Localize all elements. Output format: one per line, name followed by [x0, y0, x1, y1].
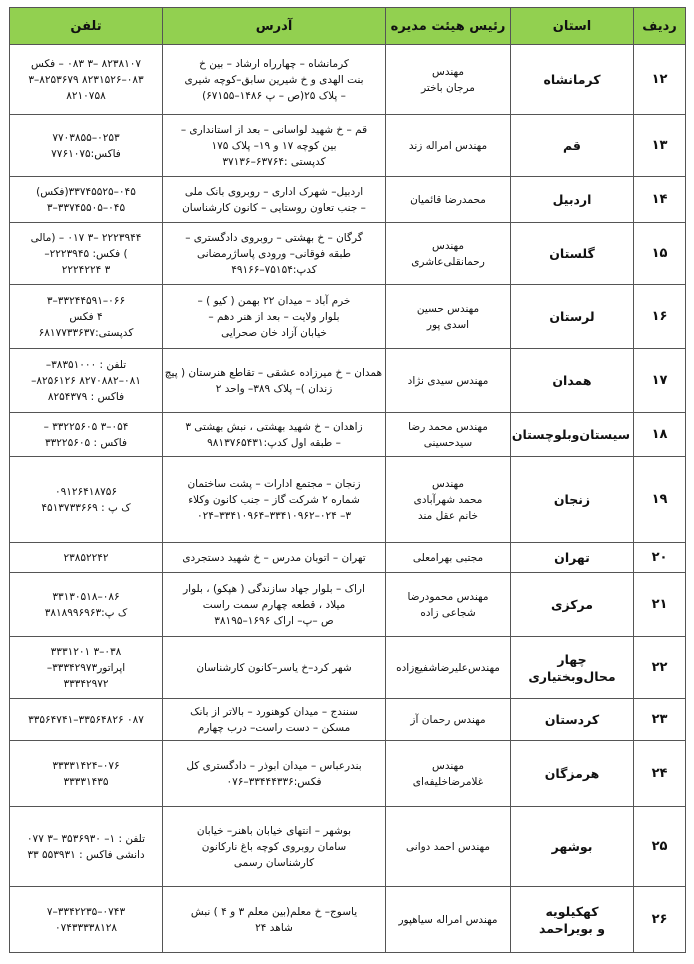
table-row: [10, 349, 686, 413]
address-cell: [163, 573, 386, 637]
address-cell-line: تهران – اتوبان مدرس – خ شهید دستجردی: [182, 551, 366, 564]
province-cell-line: سیستان‌وبلوچستان: [511, 427, 630, 442]
province-cell-line: اردبیل: [552, 192, 592, 207]
address-cell: [163, 741, 386, 807]
address-cell-line: بنت الهدی و خ شیرین سابق–کوچه شیری: [184, 73, 364, 86]
table-row: [10, 807, 686, 887]
board-head-cell-line: مهندس: [432, 477, 464, 490]
address-cell-line: شماره ۲ شرکت گاز – جنب کانون وکلاء: [188, 493, 360, 506]
board-head-cell-line: مهندس: [432, 759, 464, 772]
table-row: [10, 457, 686, 543]
province-cell: [511, 457, 634, 543]
phone-cell: [10, 637, 163, 699]
table-row: [10, 543, 686, 573]
phone-cell: [10, 887, 163, 953]
province-cell-line: کرمانشاه: [543, 72, 601, 87]
province-cell-line: چهار: [557, 651, 587, 667]
address-cell-line: بوشهر – انتهای خیابان باهنر– خیابان: [196, 824, 352, 837]
address-cell: [163, 285, 386, 349]
province-cell: [511, 573, 634, 637]
header-row: [10, 8, 686, 45]
address-cell-line: یاسوج– خ معلم(بین معلم ۳ و ۴ ) نبش: [190, 905, 358, 918]
row-number-cell: ۲۳: [634, 699, 686, 741]
phone-cell-line: ۰۸۷ ۳۳۵۶۴۸۲۶–۳۳۵۶۴۷۴۱: [28, 713, 144, 726]
phone-cell: [10, 699, 163, 741]
province-cell-line: بوشهر: [551, 839, 593, 854]
board-head-cell-line: رحمانقلی‌عاشری: [411, 255, 485, 268]
province-cell: [511, 349, 634, 413]
phone-cell: [10, 807, 163, 887]
address-cell-line: کرمانشاه – چهارراه ارشاد – بین خ: [199, 57, 349, 70]
phone-cell: [10, 115, 163, 177]
board-head-cell: [386, 413, 511, 457]
board-head-cell: [386, 115, 511, 177]
board-head-cell: [386, 807, 511, 887]
table-body: [10, 45, 686, 953]
row-number-cell: ۱۶: [634, 285, 686, 349]
header-phone: تلفن: [10, 8, 163, 45]
province-cell: [511, 413, 634, 457]
address-cell: [163, 223, 386, 285]
address-cell-line: اردبیل– شهرک اداری – روبروی بانک ملی: [184, 185, 364, 198]
address-cell-line: خرم آباد – میدان ۲۲ بهمن ( کیو ) –: [197, 294, 351, 307]
board-head-cell: [386, 699, 511, 741]
phone-cell-line: ۰۴۵–۳۳۷۴۵۵۲۵(فکس): [36, 185, 136, 198]
province-cell-line: لرستان: [549, 309, 595, 324]
address-cell-line: زنجان – مجتمع ادارات – پشت ساختمان: [187, 477, 361, 490]
phone-cell-line: ۰۸۳–۸۲۳۱۵۲۶ ۸۲۵۳۶۷۹–۳: [28, 73, 144, 86]
table-row: [10, 887, 686, 953]
phone-cell-line: تلفن : ۳۸۳۵۱۰۰۰–: [45, 358, 127, 371]
board-head-cell: [386, 543, 511, 573]
board-head-cell: [386, 573, 511, 637]
phone-cell: [10, 223, 163, 285]
address-cell-line: کارشناسان رسمی: [233, 856, 315, 869]
board-head-cell-line: مهندس حسین: [416, 302, 480, 315]
phone-cell: [10, 543, 163, 573]
board-head-cell-line: سیدحسینی: [423, 436, 473, 449]
phone-cell-line: ) فکس: ۲۲۲۳۹۴۵–: [44, 247, 128, 260]
phone-cell-line: ۰۵۴–۳ ۳۳۲۲۵۶۰۵ –: [43, 420, 129, 433]
address-cell-line: طبقه فوقانی– ورودی پاساژرمضانی: [196, 247, 352, 260]
board-head-cell-line: مهندس: [432, 239, 464, 252]
address-cell-line: بندرعباس – میدان ابوذر – دادگستری کل: [186, 759, 362, 772]
province-cell-line: مرکزی: [550, 597, 594, 612]
phone-cell-line: ۰۸۶–۳۳۱۳۰۵۱۸: [52, 590, 120, 603]
board-head-cell-line: مهندس رحمان آز: [410, 713, 486, 726]
phone-cell-line: فاکس : ۳۳۲۲۵۶۰۵: [45, 436, 127, 449]
province-cell-line: قم: [563, 138, 581, 153]
address-cell-line: ص –پ– اراک ۱۶۹۶–۳۸۱۹۵: [214, 614, 334, 627]
address-cell-line: قم – خ شهید لواسانی – بعد از استانداری –: [180, 123, 368, 136]
phone-cell-line: ۸۲۱۰۷۵۸: [66, 89, 106, 102]
phone-cell: [10, 741, 163, 807]
phone-cell-line: ۰۶۶–۳۳۲۴۴۵۹۱–۳: [46, 294, 126, 307]
board-head-cell-line: مهندس احمد دوانی: [406, 840, 490, 853]
board-head-cell: [386, 457, 511, 543]
address-cell-line: فکس:۳۳۴۴۴۳۳۶–۰۷۶: [226, 775, 322, 788]
phone-cell-line: تلفن : ۱– ۳۵۳۶۹۳۰ –۳ ۰۷۷: [26, 832, 146, 845]
phone-cell-line: ۰۷۶–۳۳۳۳۱۴۲۴: [52, 759, 120, 772]
table-row: [10, 285, 686, 349]
address-cell-line: اراک – بلوار جهاد سازندگی ( هپکو) ، بلوار: [183, 582, 365, 595]
table-row: [10, 177, 686, 223]
phone-cell-line: ۳۳۳۳۱۴۳۵: [63, 775, 109, 788]
board-head-cell-line: مهندس محمد رضا: [408, 420, 488, 433]
row-number-cell: ۲۵: [634, 807, 686, 887]
address-cell-line: شهر کرد–خ یاسر–کانون کارشناسان: [196, 661, 352, 674]
board-head-cell: [386, 887, 511, 953]
phone-cell-line: ۸۲۳۸۱۰۷ –۳ ۰۸۳ – فکس: [30, 57, 142, 70]
province-cell: [511, 543, 634, 573]
board-head-cell-line: مهندس: [432, 65, 464, 78]
row-number-cell: ۱۴: [634, 177, 686, 223]
board-head-cell: [386, 45, 511, 115]
phone-cell-line: ک پ:۳۸۱۸۹۹۶۹۶۳: [44, 606, 128, 619]
row-number-cell: ۲۴: [634, 741, 686, 807]
province-cell: [511, 807, 634, 887]
phone-cell: [10, 349, 163, 413]
phone-cell-line: ۴ فکس: [69, 310, 103, 323]
board-head-cell-line: محمدرضا قائمیان: [410, 193, 486, 206]
phone-cell-line: کدپستی:۶۸۱۷۷۳۳۶۳۷: [38, 326, 134, 339]
province-cell-line: محال‌وبختیاری: [528, 668, 616, 684]
row-number-cell: ۲۶: [634, 887, 686, 953]
phone-cell-line: ۰۷۴۳–۳۳۴۲۲۳۵–۷: [46, 905, 126, 918]
board-head-cell-line: خانم عقل مند: [417, 509, 479, 522]
phone-cell-line: ۳ ۲۲۲۴۲۲۴: [61, 263, 111, 276]
province-cell: [511, 177, 634, 223]
province-cell-line: همدان: [552, 373, 592, 388]
phone-cell-line: ۲۳۸۵۲۲۴۲: [63, 551, 109, 564]
address-cell-line: بلوار ولایت – بعد از هنر دهم –: [208, 310, 340, 323]
board-head-cell-line: محمد شهرآبادی: [413, 493, 483, 506]
province-cell-line: هرمزگان: [544, 766, 600, 781]
board-head-cell-line: مهندس‌علیرضاشفیع‌زاده: [396, 661, 500, 674]
address-cell-line: کدپستی :۶۳۷۶۴–۳۷۱۳۶: [222, 155, 326, 168]
table-row: [10, 573, 686, 637]
address-cell: [163, 45, 386, 115]
table-row: [10, 741, 686, 807]
row-number-cell: ۱۵: [634, 223, 686, 285]
row-number-cell: ۲۲: [634, 637, 686, 699]
address-cell: [163, 807, 386, 887]
province-cell-line: کردستان: [544, 712, 600, 727]
row-number-cell: ۱۲: [634, 45, 686, 115]
phone-cell-line: ۰۹۱۲۶۴۱۸۷۵۶: [54, 485, 118, 498]
province-cell: [511, 741, 634, 807]
province-cell: [511, 115, 634, 177]
phone-cell-line: فاکس:۷۷۶۱۰۷۵: [51, 147, 121, 160]
province-cell: [511, 223, 634, 285]
header-address: آدرس: [163, 8, 386, 45]
address-cell-line: سامان روبروی کوچه باغ نارکانون: [201, 840, 347, 853]
table-row: [10, 637, 686, 699]
address-cell-line: گرگان – خ بهشتی – روبروی دادگستری –: [185, 231, 363, 244]
address-cell-line: شاهد ۲۴: [255, 921, 293, 934]
province-cell-line: زنجان: [553, 492, 591, 507]
row-number-cell: ۲۰: [634, 543, 686, 573]
row-number-cell: ۱۹: [634, 457, 686, 543]
address-cell: [163, 887, 386, 953]
board-head-cell-line: مهندس امراله زند: [408, 139, 488, 152]
phone-cell-line: ۲۲۲۳۹۴۴ –۳ ۰۱۷ – (مالی: [30, 231, 142, 244]
province-cell: [511, 285, 634, 349]
table-row: [10, 45, 686, 115]
phone-cell-line: ۰۷۴۳۳۳۳۸۱۲۸: [54, 921, 118, 934]
board-head-cell: [386, 741, 511, 807]
table-row: [10, 223, 686, 285]
board-head-cell: [386, 637, 511, 699]
address-cell: [163, 457, 386, 543]
board-head-cell-line: غلامرضاخلیفه‌ای: [412, 775, 484, 788]
phone-cell: [10, 573, 163, 637]
board-head-cell-line: مهندس امراله سیاهپور: [398, 913, 498, 926]
phone-cell-line: دانشی فاکس : ۵۵۳۹۳۱ ۳۳: [27, 848, 145, 861]
board-head-cell-line: مرجان باختر: [421, 81, 475, 94]
phone-cell: [10, 177, 163, 223]
address-cell-line: میلاد ، قطعه چهارم سمت راست: [202, 598, 346, 611]
address-cell-line: خیابان آزاد خان صحرایی: [221, 326, 327, 339]
board-head-cell-line: شجاعی زاده: [420, 606, 476, 619]
address-cell: [163, 699, 386, 741]
address-cell-line: مسکن – دست راست– درب چهارم: [197, 721, 351, 734]
address-cell: [163, 637, 386, 699]
table-row: [10, 413, 686, 457]
phone-cell: [10, 285, 163, 349]
board-head-cell-line: مجتبی بهرامعلی: [412, 551, 484, 564]
phone-cell-line: ۰۴۵–۳۳۷۴۵۵۰۵–۳: [46, 201, 126, 214]
board-head-cell-line: اسدی پور: [426, 318, 470, 331]
phone-cell-line: اپراتور۳۳۳۴۲۹۷۳–: [46, 661, 126, 674]
address-cell: [163, 413, 386, 457]
address-cell: [163, 349, 386, 413]
board-head-cell: [386, 177, 511, 223]
phone-cell-line: ۳۳۳۴۲۹۷۲: [63, 677, 109, 690]
province-cell: [511, 699, 634, 741]
row-number-cell: ۱۸: [634, 413, 686, 457]
board-head-cell: [386, 285, 511, 349]
province-cell-line: تهران: [554, 550, 590, 565]
phone-cell-line: ۰۲۵۳–۷۷۰۳۸۵۵: [52, 131, 120, 144]
header-province: استان: [511, 8, 634, 45]
address-cell: [163, 115, 386, 177]
address-cell-line: کدپ:۷۵۱۵۴–۴۹۱۶۶: [231, 263, 317, 276]
table-row: [10, 699, 686, 741]
board-head-cell-line: مهندس محمودرضا: [407, 590, 489, 603]
board-head-cell-line: مهندس سیدی نژاد: [407, 374, 489, 387]
table-row: [10, 115, 686, 177]
address-cell-line: – طبقه اول کدپ:۹۸۱۳۷۶۵۴۳۱: [207, 436, 341, 449]
phone-cell-line: ۰۳۸–۳ ۳۳۳۱۲۰۱: [50, 645, 122, 658]
province-cell-line: و بویراحمد: [538, 920, 605, 936]
phone-cell-line: ک پ : ۴۵۱۳۷۳۳۶۶۹: [41, 501, 131, 514]
address-cell-line: زاهدان – خ شهید بهشتی ، نبش بهشتی ۳: [185, 420, 363, 433]
header-row-number: ردیف: [634, 8, 686, 45]
address-cell-line: – پلاک ۲۵(ص – پ ۱۴۸۶–۶۷۱۵۵): [202, 89, 346, 102]
header-board-head: رئیس هیئت مدیره: [386, 8, 511, 45]
province-cell-line: گلستان: [549, 246, 595, 261]
phone-cell-line: فاکس : ۸۲۵۴۳۷۹: [47, 390, 125, 403]
address-cell-line: – جنب تعاون روستایی – کانون کارشناسان: [182, 201, 366, 214]
province-cell: [511, 45, 634, 115]
address-cell-line: زندان )– پلاک ۳۸۹– واحد ۲: [215, 382, 333, 395]
contacts-table-sheet: [9, 7, 685, 953]
address-cell-line: سنندج – میدان کوهنورد – بالاتر از بانک: [190, 705, 358, 718]
row-number-cell: ۱۳: [634, 115, 686, 177]
row-number-cell: ۲۱: [634, 573, 686, 637]
row-number-cell: ۱۷: [634, 349, 686, 413]
address-cell: [163, 177, 386, 223]
province-cell: [511, 637, 634, 699]
province-cell-line: کهکیلویه: [545, 903, 599, 919]
phone-cell: [10, 45, 163, 115]
province-cell: [511, 887, 634, 953]
phone-cell: [10, 413, 163, 457]
board-head-cell: [386, 349, 511, 413]
address-cell-line: بین کوچه ۱۷ و ۱۹– پلاک ۱۷۵: [211, 139, 337, 152]
phone-cell-line: ۰۸۱–۸۲۷۰۸۸۲ ۸۲۵۶۱۲۶–: [31, 374, 141, 387]
address-cell: [163, 543, 386, 573]
address-cell-line: همدان – خ میرزاده عشقی – تقاطع هنرستان ( پیچ: [164, 366, 382, 379]
contacts-table: [9, 7, 686, 953]
board-head-cell: [386, 223, 511, 285]
address-cell-line: ۳– ۰۲۴–۳۳۴۱۰۹۶۲–۳۳۴۱۰۹۶۴–۰۲۴: [196, 509, 352, 522]
phone-cell: [10, 457, 163, 543]
